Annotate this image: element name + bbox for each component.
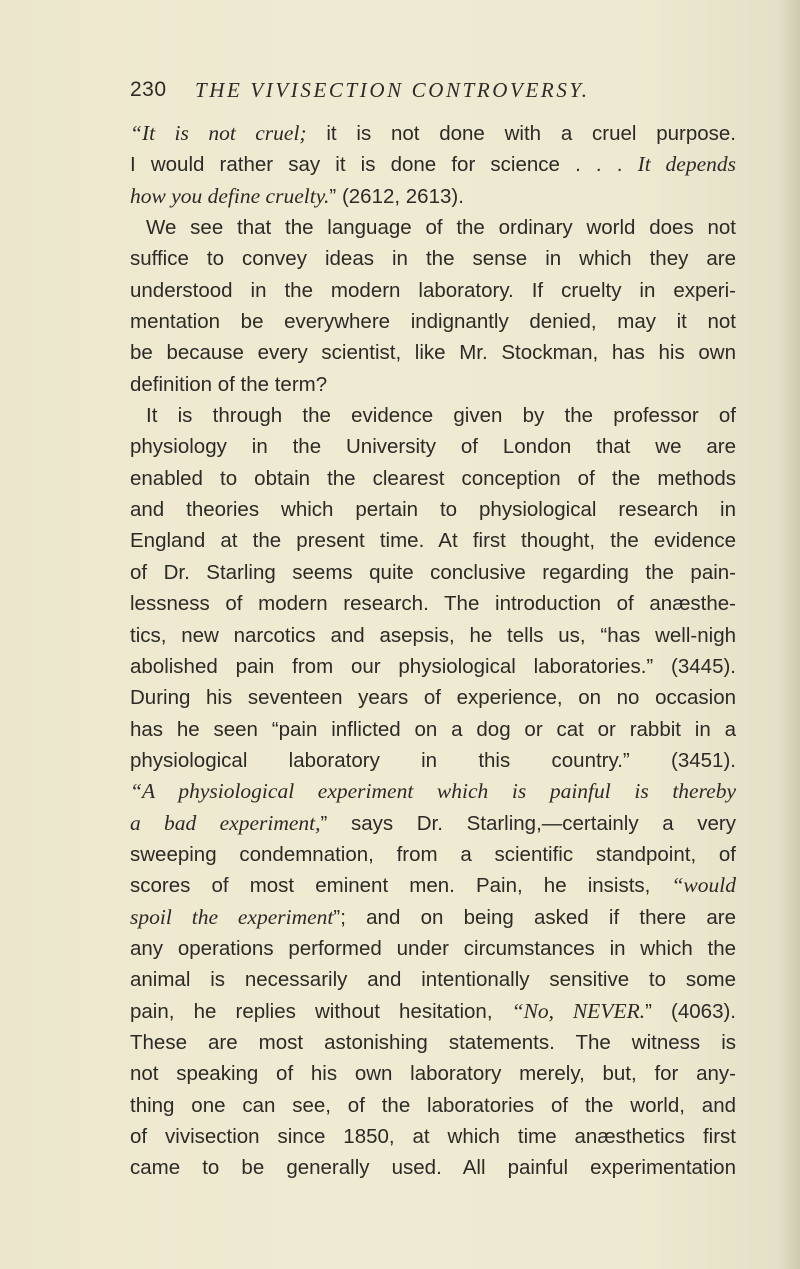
text-line: [130, 1090, 736, 1121]
italic-text: “would: [671, 873, 736, 898]
text-segment: has he seen “pain inflicted on a dog or cat or rabbit in a: [130, 717, 736, 741]
text-line: [130, 275, 736, 306]
text-segment: and theories which pertain to physiological research in: [130, 498, 736, 522]
text-line: [130, 400, 736, 431]
body-text: [130, 118, 736, 1184]
text-segment: England at the present time. At first thought, the evidence: [130, 529, 736, 553]
text-line: [130, 902, 736, 933]
text-line: [130, 620, 736, 651]
text-line: [130, 870, 736, 901]
text-line: [130, 463, 736, 494]
text-line: [130, 118, 736, 149]
text-line: [130, 494, 736, 525]
text-segment: lessness of modern research. The introduction of anæsthe-: [130, 592, 736, 616]
text-line: [130, 212, 736, 243]
text-segment: tics, new narcotics and asepsis, he tells us, “has well-nigh: [130, 623, 736, 647]
italic-text: a bad experiment,: [130, 810, 321, 835]
text-line: [130, 1121, 736, 1152]
text-line: [130, 808, 736, 839]
text-line: [130, 369, 736, 400]
text-segment: be because every scientist, like Mr. Stockman, has his own: [130, 341, 736, 365]
text-line: [130, 682, 736, 713]
page-number: 230: [130, 78, 167, 101]
text-segment: mentation be everywhere indignantly denied, may it not: [130, 310, 736, 334]
text-segment: ” says Dr. Starling,—certainly a very: [320, 811, 736, 835]
text-segment: definition of the term?: [130, 372, 328, 396]
text-line: [130, 525, 736, 556]
text-line: [130, 714, 736, 745]
text-segment: I would rather say it is done for science . . .: [130, 153, 638, 177]
text-segment: understood in the modern laboratory. If cruelty in experi-: [130, 278, 736, 302]
italic-text: It depends: [637, 152, 736, 177]
text-segment: ” (4063).: [645, 999, 736, 1023]
text-line: [130, 243, 736, 274]
italic-text: spoil the experiment: [130, 904, 334, 929]
text-segment: ”; and on being asked if there are: [333, 905, 736, 929]
text-line: [130, 306, 736, 337]
text-line: [130, 745, 736, 776]
text-segment: not speaking of his own laboratory merely, but, for any-: [130, 1062, 736, 1086]
text-segment: it is not done with a cruel purpose.: [306, 122, 736, 145]
text-line: [130, 1152, 736, 1183]
running-head: THE VIVISECTION CONTROVERSY.: [195, 78, 590, 102]
text-line: [130, 337, 736, 368]
text-segment: These are most astonishing statements. The witness is: [130, 1030, 736, 1054]
text-line: [130, 1027, 736, 1058]
text-line: [130, 964, 736, 995]
text-segment: sweeping condemnation, from a scientific standpoint, of: [130, 842, 736, 866]
text-line: [130, 996, 736, 1027]
text-segment: It is through the evidence given by the professor of: [146, 404, 736, 428]
text-line: [130, 181, 736, 212]
italic-text: “It is not cruel;: [130, 121, 307, 145]
text-segment: ” (2612, 2613).: [329, 184, 464, 208]
text-line: [130, 588, 736, 619]
italic-text: how you define cruelty.: [130, 183, 330, 208]
text-segment: physiological laboratory in this country.” (3451).: [130, 748, 736, 772]
text-line: [130, 651, 736, 682]
page-edge-shadow: [778, 0, 800, 1269]
text-line: [130, 776, 736, 807]
text-segment: enabled to obtain the clearest conception of the methods: [130, 466, 736, 490]
italic-text: “No, NEVER.: [511, 998, 646, 1023]
text-line: [130, 933, 736, 964]
text-line: [130, 431, 736, 462]
text-segment: of vivisection since 1850, at which time anæsthetics first: [130, 1125, 736, 1148]
text-segment: physiology in the University of London that we are: [130, 435, 736, 459]
text-segment: abolished pain from our physiological laboratories.” (3445).: [130, 654, 736, 678]
text-segment: thing one can see, of the laboratories of the world, and: [130, 1093, 736, 1117]
text-line: [130, 557, 736, 588]
text-segment: any operations performed under circumstances in which the: [130, 936, 736, 960]
text-line: [130, 1058, 736, 1089]
text-segment: animal is necessarily and intentionally sensitive to some: [130, 968, 736, 992]
italic-text: “A physiological experiment which is painful is thereby: [130, 779, 736, 804]
page-header: [130, 78, 690, 108]
text-segment: came to be generally used. All painful experimentation: [130, 1156, 736, 1180]
text-segment: of Dr. Starling seems quite conclusive regarding the pain-: [130, 560, 736, 584]
text-line: [130, 149, 736, 180]
text-line: [130, 839, 736, 870]
text-segment: During his seventeen years of experience, on no occasion: [130, 686, 736, 710]
text-segment: suffice to convey ideas in the sense in which they are: [130, 247, 736, 271]
text-segment: pain, he replies without hesitation,: [130, 999, 512, 1023]
text-segment: scores of most eminent men. Pain, he insists,: [130, 874, 672, 898]
text-segment: We see that the language of the ordinary world does not: [146, 216, 736, 240]
